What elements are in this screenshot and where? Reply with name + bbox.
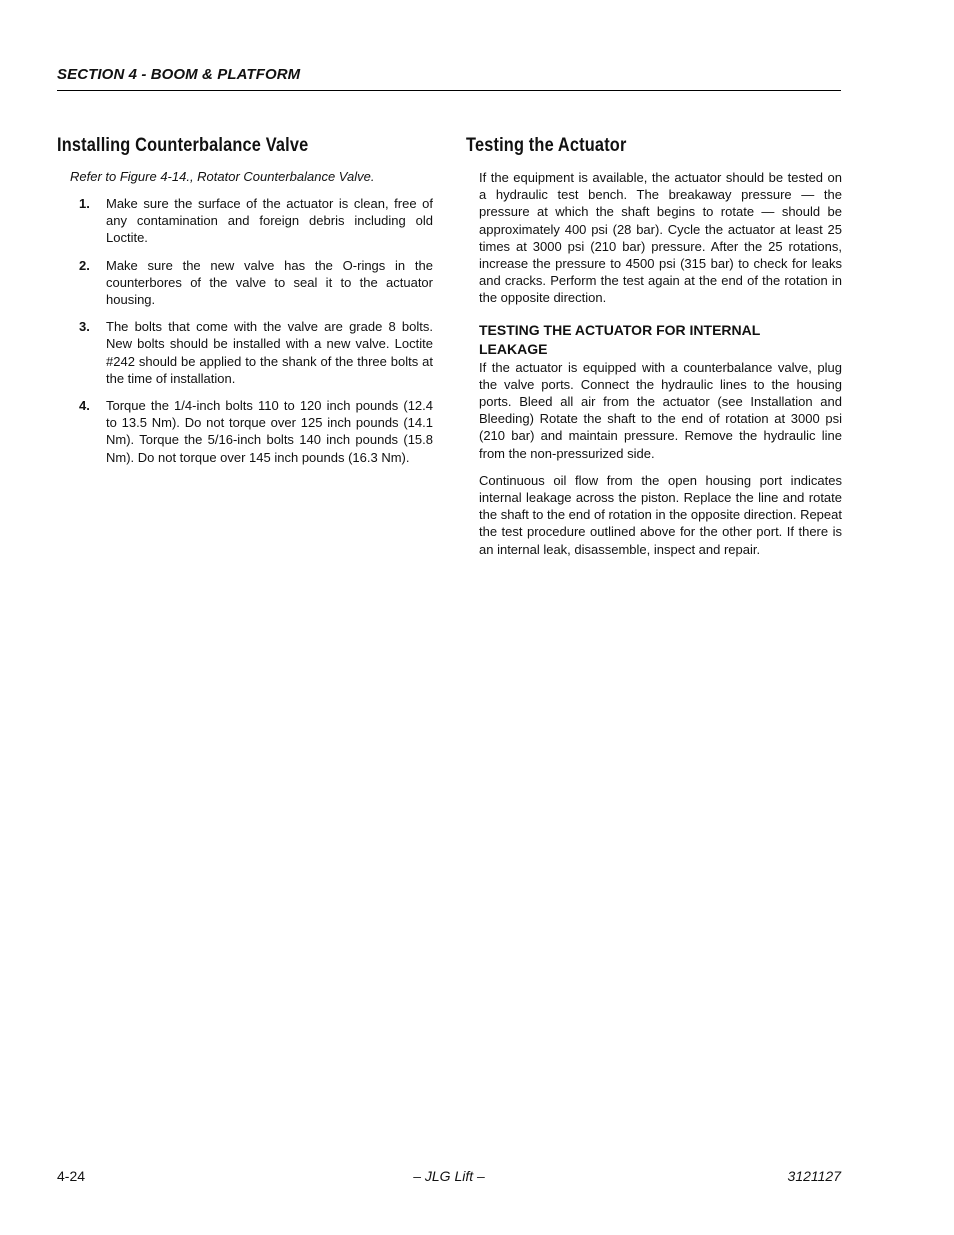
step-item <box>57 257 433 309</box>
step-text: Torque the 1/4-inch bolts 110 to 120 inch pounds (12.4 to 13.5 Nm). Do not torque over 125 inch pounds (14.1 Nm). Torque the 5/16-inch bolts 140 inch pounds (15.8 Nm). Do not torque over 145 inch pounds (16.3 Nm). <box>106 398 433 465</box>
step-number: 2. <box>79 257 90 273</box>
leakage-paragraph-1: If the actuator is equipped with a counterbalance valve, plug the valve ports. Connect the hydraulic lines to the housing ports. Bleed all air from the actuator (see Installation and Bleeding) Rotate the shaft to the end of rotation at 3000 psi (210 bar) and maintain pressure. Remove the hydraulic line from the non-pressurized side. <box>479 359 842 461</box>
testing-actuator-heading: Testing the Actuator <box>466 135 627 156</box>
step-text: The bolts that come with the valve are grade 8 bolts. New bolts should be installed with a new valve. Loctite #242 should be applied to the shank of the three bolts at the time of installation. <box>106 319 433 386</box>
leakage-paragraph-2: Continuous oil flow from the open housing port indicates internal leakage across the piston. Replace the line and rotate the shaft to the end of rotation in the opposite direction. Repeat the test procedure outlined above for the other port. If there is an internal leak, disassemble, inspect and repair. <box>479 472 842 557</box>
right-column <box>466 133 842 558</box>
step-number: 1. <box>79 196 90 211</box>
left-column <box>57 133 433 476</box>
document-number: 3121127 <box>787 1168 841 1184</box>
installing-counterbalance-valve-heading: Installing Counterbalance Valve <box>57 135 309 156</box>
step-text: Make sure the new valve has the O-rings in the counterbores of the valve to seal it to the actuator housing. <box>106 257 433 308</box>
installation-steps <box>57 195 433 466</box>
figure-reference: Refer to Figure 4-14., Rotator Counterbalance Valve. <box>70 169 375 184</box>
step-text: Make sure the surface of the actuator is clean, free of any contamination and foreign debris including old Loctite. <box>106 196 433 246</box>
footer-brand: – JLG Lift – <box>413 1168 485 1184</box>
page-header <box>57 66 841 91</box>
testing-intro-paragraph: If the equipment is available, the actuator should be tested on a hydraulic test bench. The breakaway pressure — the pressure at which the shaft begins to rotate — should be approximately 400 psi (28 bar). Cycle the actuator at least 25 times at 3000 psi (210 bar) pressure. After the 25 rotations, increase the pressure to 4500 psi (315 bar) to check for leaks and cracks. Perform the test again at the end of the rotation in the opposite direction. <box>479 170 842 306</box>
step-item <box>57 195 433 247</box>
page-footer <box>57 1168 841 1188</box>
section-title: SECTION 4 - BOOM & PLATFORM <box>57 66 301 83</box>
step-item <box>57 397 433 466</box>
step-item <box>57 318 433 387</box>
internal-leakage-subheading: TESTING THE ACTUATOR FOR INTERNAL LEAKAGE <box>479 321 761 357</box>
step-number: 4. <box>79 398 90 414</box>
page-number: 4-24 <box>57 1168 86 1184</box>
step-number: 3. <box>79 319 90 335</box>
